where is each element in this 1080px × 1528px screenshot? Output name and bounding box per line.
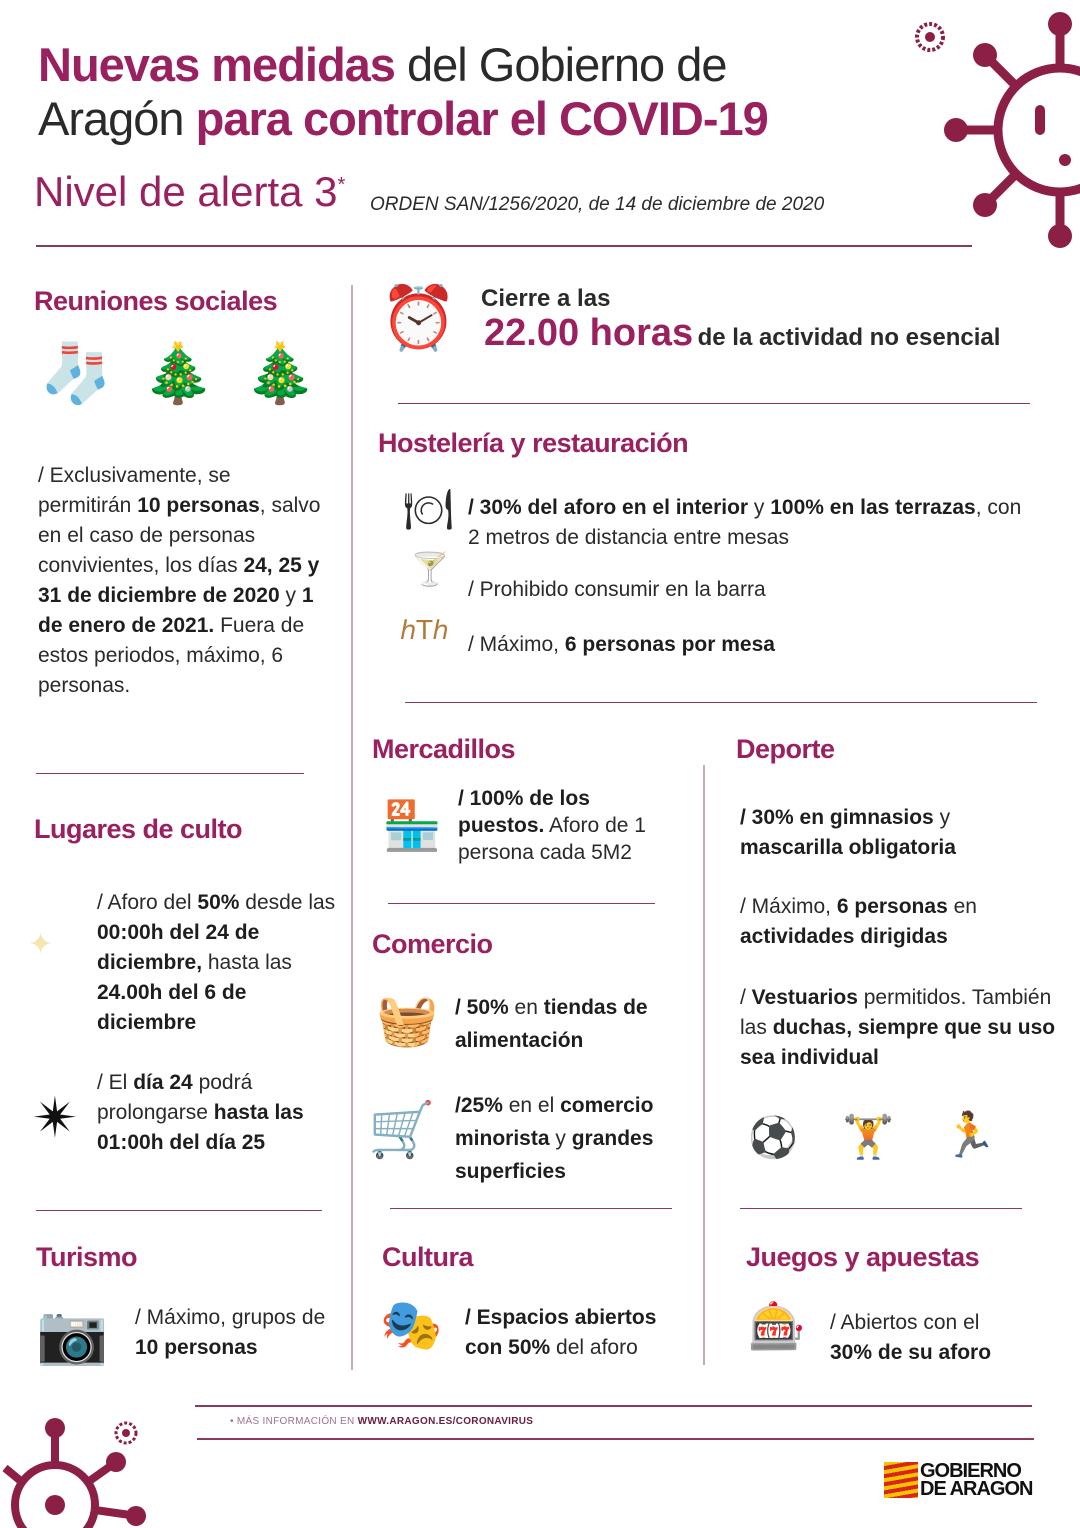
alert-level-text: Nivel de alerta 3 [34,168,338,215]
more-info-text: MÁS INFORMACIÓN EN [236,1416,358,1427]
alert-level-mark: * [337,174,346,196]
column-divider [703,765,705,1365]
title-light: Aragón [38,92,196,145]
text-bold: duchas, siempre que su uso sea individual [740,1016,1056,1069]
closing-hour: 22.00 horas [484,312,694,354]
text-bold: / 50% [455,996,509,1019]
text: Fuera de estos periodos, máximo, 6 personas. [38,614,305,697]
divider [390,1208,672,1209]
text-bold: 100% en las terrazas [770,496,976,519]
text-bold: 24.00h del 6 de diciembre [97,981,247,1034]
text: y [933,806,951,829]
section-title-deporte: Deporte [736,734,835,764]
text-bold: mascarilla obligatoria [740,836,956,859]
text-bold: grandes superficies [455,1127,654,1183]
section-title-reuniones: Reuniones sociales [34,286,278,316]
comercio-text-2 [455,1089,695,1188]
text-bold: /25% [455,1094,503,1117]
camera-icon: 📷 [36,1302,109,1367]
text: podrá prolongarse [97,1071,253,1124]
text: del aforo [550,1336,638,1359]
text: / Exclusivamente, se permitirán [38,464,231,517]
cultura-text [465,1303,695,1363]
text: y [748,496,771,519]
text: en [947,895,977,918]
text: / El [97,1071,134,1094]
logo-line-1: GOBIERNO [920,1460,1021,1482]
hosteleria-row-2: / Prohibido consumir en la barra [468,578,766,601]
deporte-text-1 [740,803,1040,863]
divider [36,773,304,774]
small-virus-icon-bottom [108,1415,144,1451]
text-bold: día 24 [133,1071,193,1094]
comercio-text-1 [455,991,695,1057]
aragon-flag-icon [884,1462,918,1498]
text-bold: tiendas de alimentación [455,996,648,1052]
column-divider [351,285,353,1370]
section-title-cultura: Cultura [382,1242,473,1272]
text: , con 2 metros de distancia entre mesas [468,496,1022,549]
title-bold: Nuevas medidas [38,38,395,91]
order-reference: ORDEN SAN/1256/2020, de 14 de diciembre de 2020 [370,194,825,215]
title-light: del Gobierno de [394,38,727,91]
text-bold: 10 personas [135,1336,258,1359]
text-bold: / 30% en gimnasios [740,806,934,829]
section-title-hosteleria: Hostelería y restauración [378,428,689,458]
text-bold: hasta las 01:00h del día 25 [97,1101,304,1154]
weightlifting-icon: 🏋 [842,1113,895,1160]
alert-level [34,168,345,216]
text-bold: 30% de su aforo [830,1341,992,1364]
cocktail-icon: 🍸 [410,551,450,587]
juegos-text [830,1308,1020,1368]
text-bold: / Espacios abiertos con 50% [465,1306,657,1359]
market-stall-icon: 🏪 [382,800,442,853]
text-bold: / 30% del aforo en el interior [468,496,749,519]
deporte-text-3 [740,983,1060,1073]
deporte-text-2 [740,892,1040,952]
divider [36,1210,322,1211]
text: / Abiertos con el [830,1311,980,1334]
culto-text-2 [97,1068,337,1158]
section-title-juegos: Juegos y apuestas [746,1242,980,1272]
star-icon: ✴ [32,1086,79,1149]
soccer-ball-icon: ⚽ [748,1116,798,1160]
section-title-comercio: Comercio [372,929,493,959]
runner-icon: 🏃 [942,1111,997,1160]
poker-chips-icon: 🎰 [748,1300,806,1352]
reuniones-text [38,461,323,701]
text-bold: 00:00h del 24 de diciembre, [97,921,260,974]
text-bold: 1 de enero de 2021. [38,584,314,637]
text-bold: Vestuarios [751,986,858,1009]
small-virus-icon [905,12,955,62]
section-title-culto: Lugares de culto [34,814,243,844]
logo-line-2: DE ARAGON [920,1478,1033,1500]
cloche-icon: 🍽 [403,488,454,532]
text: / Máximo, [740,895,837,918]
more-info: • MÁS INFORMACIÓN EN WWW.ARAGON.ES/CORONAVIRUS [230,1416,534,1427]
hosteleria-row-3 [468,630,775,660]
more-info-link[interactable]: WWW.ARAGON.ES/CORONAVIRUS [357,1416,534,1427]
page-title [38,38,768,146]
culto-text-1 [97,888,345,1038]
hosteleria-row-1 [468,493,1028,553]
divider [405,702,1037,703]
title-bold: para controlar el COVID-19 [195,92,768,145]
text: hasta las [202,951,292,974]
section-title-turismo: Turismo [36,1242,138,1272]
divider [195,1405,1032,1407]
divider [36,245,972,247]
closing-label: Cierre a las [481,285,611,312]
text-bold: 6 personas por mesa [564,633,775,656]
text: / Máximo, grupos de [135,1306,326,1329]
gobierno-aragon-logo [884,1462,1032,1498]
alarm-clock-icon: ⏰ [380,284,458,353]
divider [740,1208,1022,1209]
closing-time [484,312,1000,355]
divider [398,403,1030,404]
text: / Máximo, [468,633,565,656]
text: / Aforo del [97,891,198,914]
section-title-mercadillos: Mercadillos [372,734,516,764]
virus-icon [940,0,1080,260]
closing-text: de la actividad no esencial [697,324,1001,351]
light-icon: ✦ [28,928,54,961]
text: Aforo de 1 persona cada 5M2 [458,814,646,864]
text: y [279,584,302,607]
shopping-cart-icon: 🛒 [368,1100,436,1160]
theater-masks-icon: 🎭 [380,1297,443,1353]
text: permitidos. También las [740,986,1052,1039]
turismo-text [135,1303,335,1363]
grocery-basket-icon: 🧺 [376,992,439,1048]
text: y [549,1127,572,1150]
text: en el [502,1094,561,1117]
christmas-decorations-icon: 🧦🎄🎄 [40,341,347,406]
text: en [508,996,544,1019]
text-bold: actividades dirigidas [740,925,948,948]
text-bold: 10 personas [137,494,260,517]
text: , salvo en el caso de personas convivientes, los días [38,494,321,577]
table-icon: ℎT⁠ℎ [400,616,449,646]
divider [197,1438,1034,1440]
text-bold: 6 personas [836,895,948,918]
text-bold: comercio minorista [455,1094,654,1150]
text-bold: 24, 25 y 31 de diciembre de 2020 [38,554,320,607]
text-bold: / 100% de los puestos. [458,787,590,837]
text-bold: 50% [197,891,240,914]
text: / [740,986,752,1009]
mercadillos-text [458,785,678,866]
text: desde las [239,891,336,914]
divider [388,903,655,904]
